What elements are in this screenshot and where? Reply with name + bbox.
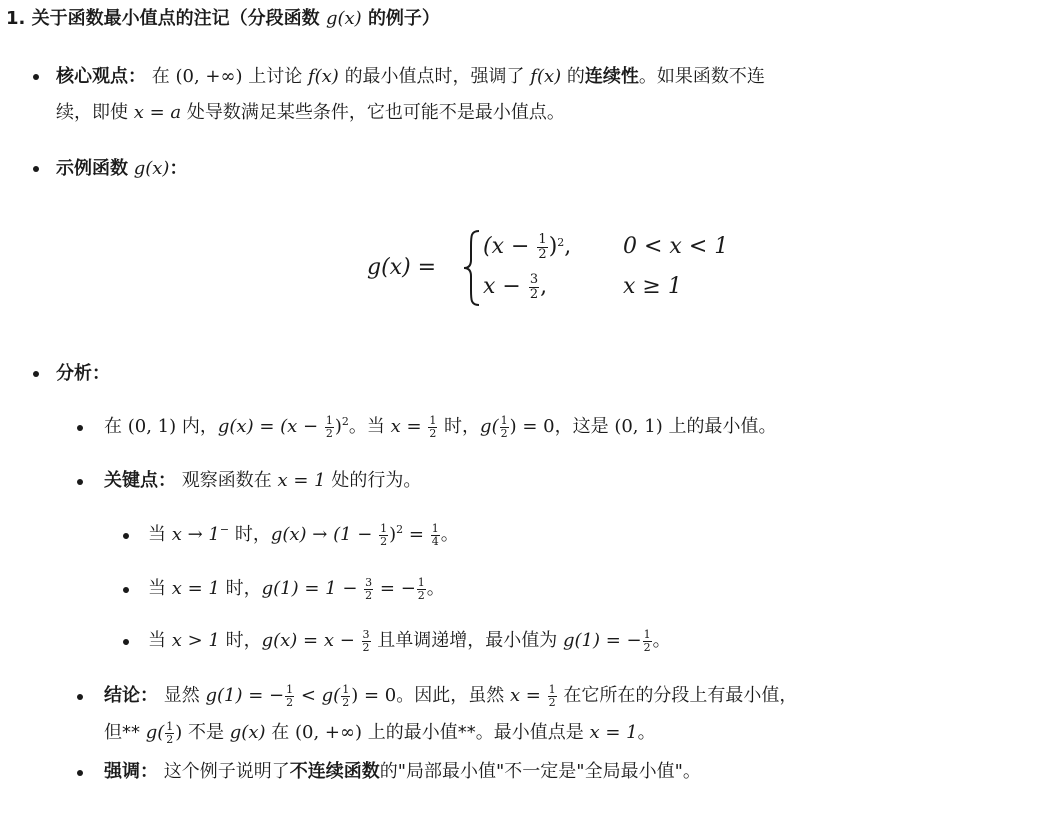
emphasis-label: 强调：	[104, 761, 158, 782]
heading-text-tail: 的例子）	[367, 8, 440, 29]
math: g(1) = −	[205, 685, 285, 706]
numerator: 1	[380, 521, 388, 535]
case-2	[483, 270, 547, 304]
math: (0, +∞)	[294, 722, 362, 743]
numerator: 1	[431, 521, 439, 535]
bullet	[33, 371, 39, 377]
denominator: 2	[548, 695, 556, 709]
numerator: 1	[286, 682, 294, 696]
fraction	[165, 721, 174, 746]
denominator: 2	[380, 534, 388, 548]
bullet	[33, 74, 39, 80]
math: x = a	[133, 102, 182, 123]
heading-number: 1.	[6, 8, 26, 29]
text: 续，即使	[56, 102, 128, 123]
fraction	[431, 523, 440, 548]
math: g(	[145, 722, 165, 743]
math: x > 1	[171, 630, 220, 651]
denominator: 2	[538, 246, 547, 262]
math: )	[389, 524, 397, 545]
text: 当	[148, 524, 166, 545]
analysis-label: 分析：	[56, 363, 110, 384]
text: 在	[271, 722, 290, 743]
text: 。	[440, 524, 459, 545]
bullet	[123, 533, 129, 539]
case-2-condition: x ≥ 1	[623, 274, 682, 299]
math: g(x)	[133, 158, 170, 179]
denominator: 2	[500, 426, 508, 440]
numerator: 1	[500, 413, 508, 427]
denominator: 2	[286, 695, 294, 709]
denominator: 2	[529, 286, 539, 302]
math: g(x) = x −	[261, 630, 355, 651]
math: )	[548, 234, 558, 259]
text: 上的最小值**。最小值点是	[367, 722, 584, 743]
denominator: 2	[362, 640, 370, 654]
text: 在	[151, 66, 170, 87]
math: x = 1	[277, 470, 326, 491]
text: ：	[169, 158, 188, 179]
text: 当	[148, 630, 166, 651]
text: 处导数满足某些条件，它也可能不是最小值点。	[186, 102, 565, 123]
numerator: 3	[365, 575, 373, 589]
bullet	[77, 770, 83, 776]
example-line	[56, 154, 187, 184]
text: 。	[637, 722, 656, 743]
core-viewpoint-line1	[56, 62, 765, 92]
text: 的最小值点时，强调了	[344, 66, 525, 87]
bullet	[77, 425, 83, 431]
sub-item-1	[148, 520, 459, 550]
math: (0, 1)	[614, 416, 663, 437]
text: 时，	[444, 416, 481, 437]
case-1	[483, 230, 571, 264]
conclusion-line2	[104, 718, 656, 748]
text: 。因此，虽然	[396, 685, 505, 706]
text: 当	[148, 578, 166, 599]
text: 在	[104, 416, 122, 437]
denominator: 2	[429, 426, 437, 440]
fraction	[341, 684, 350, 709]
fraction	[285, 684, 294, 709]
text: ，这是	[554, 416, 609, 437]
numerator: 1	[417, 575, 425, 589]
fraction	[643, 629, 652, 654]
text: 内，	[181, 416, 218, 437]
heading-math: g(x)	[325, 8, 362, 29]
case-1-condition: 0 < x < 1	[623, 234, 729, 259]
math: g(	[480, 416, 499, 437]
math: =	[408, 524, 424, 545]
equation-lhs: g(x) =	[367, 255, 437, 280]
fraction	[529, 273, 539, 302]
numerator: 3	[529, 271, 539, 287]
conclusion-line1	[104, 681, 797, 711]
numerator: 1	[548, 682, 556, 696]
math: x =	[509, 685, 541, 706]
core-viewpoint-line2	[56, 98, 565, 128]
math: g(x) → (1 −	[270, 524, 373, 545]
text: 但**	[104, 722, 140, 743]
example-label: 示例函数	[56, 158, 128, 179]
denominator: 2	[643, 640, 651, 654]
fraction	[325, 415, 334, 440]
emphasis-line	[104, 757, 701, 787]
heading-text: 关于函数最小值点的注记（分段函数	[31, 8, 320, 29]
math: < g(	[300, 685, 341, 706]
fraction	[548, 684, 557, 709]
sub-item-3	[148, 626, 671, 656]
analysis-label-line	[56, 359, 110, 389]
text: 不是	[188, 722, 225, 743]
math: x → 1	[171, 524, 220, 545]
text: 上讨论	[248, 66, 303, 87]
math: ,	[540, 274, 548, 299]
exponent: −	[219, 523, 230, 536]
numerator: 1	[538, 231, 547, 247]
section-heading	[6, 4, 440, 34]
bullet	[123, 587, 129, 593]
numerator: 3	[362, 627, 370, 641]
fraction	[364, 577, 373, 602]
bullet	[77, 479, 83, 485]
text: 时，	[234, 524, 271, 545]
math: g(x)	[229, 722, 266, 743]
math: f(x)	[307, 66, 339, 87]
bold-text: 连续性	[584, 66, 639, 87]
text: 。	[426, 578, 445, 599]
math: (x −	[483, 234, 530, 259]
denominator: 4	[431, 534, 439, 548]
math: ) = 0	[509, 416, 555, 437]
sub-item-2	[148, 574, 445, 604]
denominator: 2	[342, 695, 350, 709]
math: ) = 0	[351, 685, 397, 706]
math: x = 1	[589, 722, 638, 743]
conclusion-label: 结论：	[104, 685, 158, 706]
numerator: 1	[643, 627, 651, 641]
numerator: 1	[429, 413, 437, 427]
text: 。	[652, 630, 671, 651]
denominator: 2	[417, 588, 425, 602]
exponent: 2	[396, 523, 404, 536]
math: (0, +∞)	[175, 66, 243, 87]
text: 处的行为。	[331, 470, 422, 491]
text: 时，	[225, 578, 262, 599]
text: 观察函数在	[181, 470, 272, 491]
math: )	[175, 722, 183, 743]
math: f(x)	[530, 66, 562, 87]
analysis-item-2	[104, 466, 421, 496]
text: 时，	[225, 630, 262, 651]
text: 在它所在的分段上有最小值，	[563, 685, 798, 706]
analysis-item-1	[104, 412, 776, 442]
fraction	[537, 233, 547, 262]
fraction	[362, 629, 371, 654]
math: g(1) = 1 −	[261, 578, 358, 599]
math: )	[334, 416, 342, 437]
bullet	[77, 694, 83, 700]
text: 上的最小值。	[668, 416, 777, 437]
left-brace	[461, 228, 483, 308]
math: x = 1	[171, 578, 220, 599]
text: 的	[566, 66, 585, 87]
numerator: 1	[166, 719, 174, 733]
numerator: 1	[325, 413, 333, 427]
bullet	[33, 166, 39, 172]
text: 显然	[163, 685, 200, 706]
fraction	[417, 577, 426, 602]
bullet	[123, 639, 129, 645]
fraction	[500, 415, 509, 440]
denominator: 2	[365, 588, 373, 602]
key-point-label: 关键点：	[104, 470, 176, 491]
exponent: 2	[557, 236, 565, 249]
bold-text: 不连续函数	[289, 761, 380, 782]
text: 这个例子说明了	[163, 761, 290, 782]
math: ,	[564, 234, 572, 259]
math: x =	[390, 416, 422, 437]
denominator: 2	[325, 426, 333, 440]
text: 且单调递增，最小值为	[377, 630, 558, 651]
text: 。如果函数不连	[638, 66, 765, 87]
numerator: 1	[342, 682, 350, 696]
exponent: 2	[341, 415, 349, 428]
math: g(1) = −	[563, 630, 642, 651]
math: g(x) = (x −	[217, 416, 319, 437]
math: (0, 1)	[127, 416, 177, 437]
fraction	[428, 415, 437, 440]
core-label: 核心观点：	[56, 66, 146, 87]
math: x −	[483, 274, 521, 299]
text: 。当	[348, 416, 385, 437]
denominator: 2	[166, 732, 174, 746]
text: 的"局部最小值"不一定是"全局最小值"。	[379, 761, 701, 782]
math: = −	[379, 578, 416, 599]
fraction	[379, 523, 388, 548]
